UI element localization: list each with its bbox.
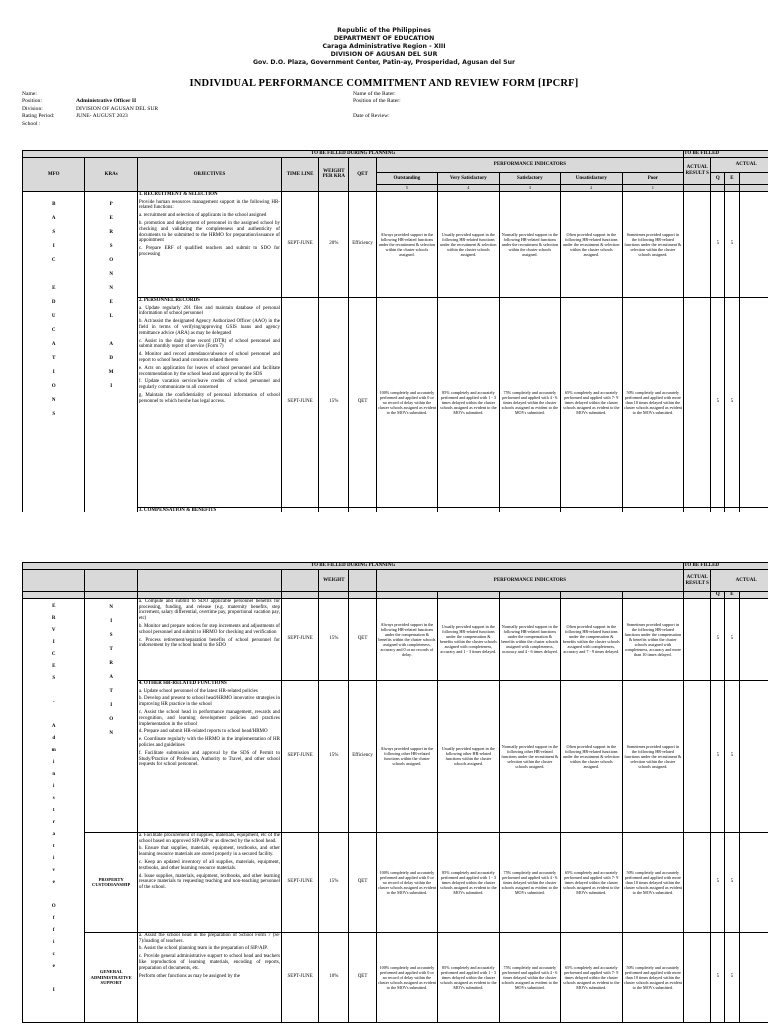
- ind-num: 1: [622, 185, 684, 192]
- vertical-letter: R: [51, 615, 56, 621]
- qet-cell: Efficiency: [349, 680, 376, 832]
- col-weight: WEIGHT: [319, 570, 349, 592]
- q-value: 5: [711, 598, 725, 680]
- vertical-letter: I: [52, 987, 55, 993]
- kra-administration: [85, 598, 137, 832]
- kra-property-custodianship: PROPERTY CUSTODIANSHIP: [85, 832, 137, 932]
- vertical-letter: e: [52, 879, 55, 885]
- vertical-letter: A: [51, 215, 56, 221]
- vertical-letter: S: [52, 229, 56, 235]
- vertical-letter: O: [109, 716, 114, 722]
- q-value: 5: [711, 297, 725, 507]
- info-left: [22, 91, 158, 128]
- rating-value: JUNE- AUGUST 2023: [76, 113, 128, 119]
- indicator-cell: Sometimes provided support in the following HR-related functions under the recruitment & selection within the cluster schools assigned.: [622, 191, 684, 297]
- vertical-letter: a: [52, 831, 55, 837]
- indicator-cell: 50% completely and accurately performed and applied with more than 10 times delayed within the cluster schools assigned as evident to the MOVs submitted.: [622, 932, 684, 1022]
- indicator-cell: Normally provided support in the following HR-related functions under the compensation & benefits within the cluster schools assigned with completeness, accuracy and 4 - 6 times delayed.: [499, 598, 560, 680]
- objective-item: Provide human resources management support in the following HR-related functions:: [138, 199, 280, 211]
- vertical-letter: S: [109, 632, 113, 638]
- objective-item: e. Acts on application for leaves of school personnel and facilitate recommendation by the school head and approval by the SDS: [138, 365, 280, 377]
- header-deped: DEPARTMENT OF EDUCATION: [333, 35, 435, 42]
- school-label: School :: [22, 121, 41, 127]
- col-actual: ACTUAL: [711, 570, 768, 592]
- indicator-cell: Always provided support in the following other HR-related functions within the cluster schools assigned.: [376, 680, 437, 832]
- objectives-cell: [137, 297, 281, 507]
- e-value: 5: [725, 598, 739, 680]
- rater-name-label: Name of the Rater:: [353, 91, 396, 97]
- vertical-letter: N: [109, 285, 113, 291]
- vertical-letter: T: [109, 688, 113, 694]
- indicator-cell: 75% completely and accurately performed and applied with 4 - 6 times delayed within the cluster schools assigned as evident to the MOVs submitted.: [499, 932, 560, 1022]
- col-q: Q: [711, 173, 725, 185]
- objective-item: a. Update regularly 201 files and maintain database of personal information of school personnel: [138, 305, 280, 317]
- col-timeline: TIME LINE: [281, 158, 318, 192]
- band-planning: TO BE FILLED DURING PLANNING: [23, 563, 684, 570]
- ind-num: 4: [438, 185, 499, 192]
- vertical-letter: A: [51, 341, 56, 347]
- q-value: 5: [711, 680, 725, 832]
- objective-section-title: 1. RECRUITMENT & SELECTION: [138, 191, 218, 197]
- ind-unsatisfactory: Unsatisfactory: [561, 173, 622, 185]
- objective-item: Perform other functions as may be assigned by the: [138, 973, 240, 979]
- table-row: [23, 832, 768, 932]
- vertical-letter: S: [52, 675, 56, 681]
- indicator-cell: 85% completely and accurately performed and applied with 1 - 3 times delayed within the cluster schools assigned as evident to the MOVs submitted.: [438, 832, 499, 932]
- indicator-cell: Always provided support in the following HR-related functions under the recruitment & selection within the cluster schools assigned.: [376, 191, 437, 297]
- vertical-letter: I: [110, 383, 113, 389]
- weight-cell: 15%: [319, 297, 349, 507]
- col-q: Q: [711, 592, 725, 599]
- header-address: Gov. D.O. Plaza, Government Center, Patin-ay, Prosperidad, Agusan del Sur: [252, 59, 516, 66]
- vertical-letter: C: [51, 327, 56, 333]
- vertical-letter: [85, 324, 136, 338]
- vertical-letter: S: [109, 243, 113, 249]
- band-planning: TO BE FILLED DURING PLANNING: [23, 151, 684, 158]
- info-right: [353, 91, 401, 120]
- vertical-letter: [23, 685, 84, 697]
- ind-very-satisfactory: Very Satisfactory: [438, 173, 499, 185]
- col-qet: QET: [349, 158, 376, 192]
- vertical-letter: [23, 889, 84, 901]
- vertical-letter: O: [51, 903, 56, 909]
- objective-item: d. Monitor and record attendance/absence of school personnel and report to school head and concerns related thereto: [138, 352, 280, 363]
- indicator-cell: Sometimes provided support in the following HR-related functions under the recruitment & selection within the cluster schools assigned.: [622, 680, 684, 832]
- objective-item: d. Prepare and submit HR-related reports to school head/HRMO: [138, 729, 268, 735]
- vertical-letter: I: [52, 369, 55, 375]
- objective-item: f. Update vacation service/leave credits of school personnel and regularly communicate to all concerned: [138, 379, 280, 391]
- objective-item: a. Update school personnel of the latest HR-related policies: [138, 688, 258, 694]
- indicator-cell: Often provided support in the following HR-related functions under the compensation & benefits within the cluster schools assigned with completeness, accuracy and 7 - 9 times delayed.: [561, 598, 622, 680]
- vertical-letter: T: [109, 646, 113, 652]
- vertical-letter: T: [52, 355, 56, 361]
- name-label: Name:: [22, 91, 37, 97]
- q-value: 5: [711, 191, 725, 297]
- objective-item: e. Coordinate regularly with the HRMO in the implementation of HR policies and guidelines: [138, 737, 280, 748]
- band-right: TO BE FILLED: [684, 563, 768, 570]
- qet-cell: QET: [349, 932, 376, 1022]
- ipcrf-table-2: [22, 562, 768, 1024]
- ind-num: 2: [561, 185, 622, 192]
- objective-item: c. Prepare ERF of qualified teachers and submit to SDO for processing: [138, 246, 280, 257]
- indicator-cell: Usually provided support in the following HR-related functions under the compensation & benefits within the cluster schools assigned with completeness, accuracy and 1 - 3 times delayed.: [438, 598, 499, 680]
- weight-cell: 10%: [319, 932, 349, 1022]
- indicator-cell: 85% completely and accurately performed and applied with 1 - 3 times delayed within the cluster schools assigned as evident to the MOVs submitted.: [438, 932, 499, 1022]
- e-value: 5: [725, 680, 739, 832]
- ipcrf-table-1: [22, 150, 768, 512]
- objectives-cell: [137, 832, 281, 932]
- qet-cell: QET: [349, 832, 376, 932]
- table-row: [23, 932, 768, 1022]
- indicator-cell: 65% completely and accurately performed and applied with 7- 9 times delayed within the cluster schools assigned as evident to the MOVs submitted.: [561, 297, 622, 507]
- ind-num: 5: [376, 185, 437, 192]
- vertical-letter: s: [52, 795, 55, 801]
- col-weight: WEIGHT PER KRA: [319, 158, 349, 192]
- vertical-letter: f: [52, 915, 55, 921]
- kra-general-admin-support: GENERAL ADMINISTRATIVE SUPPORT: [85, 932, 137, 1022]
- vertical-letter: C: [51, 257, 56, 263]
- division-value: DIVISION OF AGUSAN DEL SUR: [76, 106, 159, 112]
- vertical-letter: B: [52, 201, 56, 207]
- objectives-cell: [137, 598, 281, 680]
- vertical-letter: N: [109, 730, 113, 736]
- indicator-cell: 100% completely and accurately performed and applied with 0 or no record of delay within the cluster schools assigned as evident to the MOVs submitted.: [376, 297, 437, 507]
- review-date-label: Date of Review:: [353, 113, 390, 119]
- objectives-cell: [137, 680, 281, 832]
- objective-item: c. Process retirement/separation benefits of school personnel for indorsement by the school head to the SDO: [138, 637, 280, 649]
- objective-item: c. Provide general administrative support to school head and teachers like reproduction of learning materials, encoding of reports, preparation of documents, etc.: [138, 954, 280, 971]
- col-objectives: OBJECTIVES: [137, 158, 281, 192]
- col-e: E: [725, 592, 739, 599]
- indicator-cell: 85% completely and accurately performed and applied with 1 - 3 times delayed within the cluster schools assigned as evident to the MOVs submitted.: [438, 297, 499, 507]
- e-value: 5: [725, 191, 739, 297]
- vertical-letter: i: [53, 855, 55, 861]
- vertical-letter: v: [52, 867, 55, 873]
- rater-position-label: Position of the Rater:: [353, 98, 401, 104]
- indicator-cell: Usually provided support in the following HR-related functions under the recruitment & selection within the cluster schools assigned.: [438, 191, 499, 297]
- timeline-cell: SEPT-JUNE: [281, 680, 318, 832]
- e-value: 5: [725, 832, 739, 932]
- vertical-letter: I: [110, 702, 113, 708]
- band-right: TO BE FILLED: [684, 151, 768, 158]
- vertical-letter: -: [52, 699, 55, 705]
- vertical-letter: N: [109, 604, 113, 610]
- objective-section-title: 4. OTHER HR-RELATED FUNCTIONS: [138, 680, 227, 686]
- ind-poor: Poor: [622, 173, 684, 185]
- weight-cell: 15%: [319, 832, 349, 932]
- col-actual-results: ACTUAL RESULT S: [684, 158, 711, 185]
- objective-item: b. Act/assist the designated Agency Authorized Officer (AAO) in the field in terms of verifying/approving GSIS loans and agency remittance advice (ARA) as may be delegated: [138, 319, 280, 336]
- kra-personnel-admin: [85, 191, 137, 512]
- header-republic: Republic of the Philippines: [337, 27, 431, 34]
- table-row: [23, 598, 768, 680]
- vertical-letter: R: [109, 229, 113, 235]
- vertical-letter: f: [52, 927, 55, 933]
- vertical-letter: D: [51, 299, 56, 305]
- position-value: Administrative Officer II: [76, 98, 137, 104]
- indicator-cell: 100% completely and accurately performed and applied with 0 or no record of delay within the cluster schools assigned as evident to the MOVs submitted.: [376, 932, 437, 1022]
- vertical-letter: N: [51, 397, 56, 403]
- indicator-cell: Normally provided support in the following HR-related functions under the recruitment & selection within the cluster schools assigned.: [499, 191, 560, 297]
- header-region: Caraga Administrative Region - XIII: [322, 43, 446, 50]
- vertical-letter: [23, 973, 84, 985]
- vertical-letter: V: [51, 627, 56, 633]
- objective-item: b. Assist the school planning team in the preparation of SIP/AIP.: [138, 946, 268, 952]
- weight-cell: 20%: [319, 191, 349, 297]
- objective-item: c. Keep an updated inventory of all supplies, materials, equipment, textbooks, and other learning resource materials.: [138, 859, 280, 871]
- indicator-cell: Sometimes provided support in the following HR-related functions under the compensation & benefits within the cluster schools assigned with completeness, accuracy and more than 10 times delayed.: [622, 598, 684, 680]
- timeline-cell: SEPT-JUNE: [281, 191, 318, 297]
- mfo-admin-services: [23, 598, 85, 1022]
- vertical-letter: C: [51, 651, 56, 657]
- objective-item: b. Develop and present to school head/HRMO innovative strategies in improving HR practice in the school: [138, 696, 280, 708]
- vertical-letter: E: [52, 663, 56, 669]
- col-performance-indicators: PERFORMANCE INDICATORS: [376, 570, 683, 592]
- ind-outstanding: Outstanding: [376, 173, 437, 185]
- vertical-letter: P: [109, 201, 113, 207]
- indicator-cell: 50% completely and accurately performed and applied with more than 10 times delayed within the cluster schools assigned as evident to the MOVs submitted.: [622, 832, 684, 932]
- form-title: INDIVIDUAL PERFORMANCE COMMITMENT AND REVIEW FORM [IPCRF]: [189, 78, 579, 89]
- timeline-cell: SEPT-JUNE: [281, 598, 318, 680]
- vertical-letter: i: [53, 939, 55, 945]
- objective-item: a. recruitment and selection of applicants in the school assigned: [138, 213, 267, 219]
- indicator-cell: 65% completely and accurately performed and applied with 7- 9 times delayed within the cluster schools assigned as evident to the MOVs submitted.: [561, 832, 622, 932]
- objective-section-title: 2. PERSONNEL RECORDS: [138, 297, 200, 303]
- objective-item: b. promotion and deployment of personnel in the assigned school by checking and validating the completeness and authenticity of documents to be submitted to the HRMO for preparation/issuance of appointment: [138, 220, 280, 244]
- section-compensation: 3. COMPENSATION & BENEFITS: [137, 507, 281, 512]
- col-performance-indicators: PERFORMANCE INDICATORS: [376, 158, 683, 173]
- col-actual-results: ACTUAL RESULT S: [684, 570, 711, 592]
- vertical-letter: A: [51, 723, 56, 729]
- vertical-letter: i: [53, 759, 55, 765]
- vertical-letter: I: [110, 618, 113, 624]
- objectives-cell: [137, 932, 281, 1022]
- indicator-cell: 50% completely and accurately performed and applied with more than 10 times delayed within the cluster schools assigned as evident to the MOVs submitted.: [622, 297, 684, 507]
- vertical-letter: O: [51, 383, 56, 389]
- vertical-letter: E: [109, 215, 113, 221]
- vertical-letter: i: [53, 783, 55, 789]
- vertical-letter: A: [109, 341, 113, 347]
- vertical-letter: S: [52, 411, 56, 417]
- vertical-letter: D: [109, 355, 113, 361]
- e-value: 5: [725, 932, 739, 1022]
- objective-item: a. Assist the school head in the preparation of School Form 7 (SF 7)/loading of teachers.: [138, 932, 280, 944]
- vertical-letter: t: [52, 807, 55, 813]
- qet-cell: QET: [349, 598, 376, 680]
- q-value: 5: [711, 932, 725, 1022]
- qet-cell: QET: [349, 297, 376, 507]
- vertical-letter: d: [52, 735, 56, 741]
- qet-cell: Efficiency: [349, 191, 376, 297]
- vertical-letter: [23, 268, 84, 282]
- vertical-letter: E: [52, 285, 56, 291]
- vertical-letter: E: [109, 299, 113, 305]
- objective-item: g. Maintain the confidentiality of personal information of school personnel to which he/she has legal access.: [138, 392, 280, 404]
- rating-label: Rating Period:: [22, 113, 55, 119]
- indicator-cell: 75% completely and accurately performed and applied with 4 - 6 times delayed within the cluster schools assigned as evident to the MOVs submitted.: [499, 832, 560, 932]
- ind-satisfactory: Satisfactory: [499, 173, 560, 185]
- indicator-cell: Usually provided support in the following other HR-related functions within the cluster schools assigned.: [438, 680, 499, 832]
- col-mfo: MFO: [23, 158, 85, 192]
- vertical-letter: [23, 709, 84, 721]
- division-label: Division:: [22, 106, 43, 112]
- objective-item: a. Compute and submit to SDO applicable personnel benefits for processing, funding, and release (e.g. maternity benefits, step increment, salary differential, overtime pay, proportional vacation pay, etc): [138, 598, 280, 622]
- ind-num: 3: [499, 185, 560, 192]
- indicator-cell: 75% completely and accurately performed and applied with 4 - 6 times delayed within the cluster schools assigned as evident to the MOVs submitted.: [499, 297, 560, 507]
- vertical-letter: N: [109, 271, 113, 277]
- weight-cell: 15%: [319, 598, 349, 680]
- vertical-letter: r: [52, 819, 55, 825]
- timeline-cell: SEPT-JUNE: [281, 297, 318, 507]
- header-division: DIVISION OF AGUSAN DEL SUR: [330, 51, 438, 58]
- position-label: Position:: [22, 98, 42, 104]
- e-value: 5: [725, 297, 739, 507]
- indicator-cell: Often provided support in the following HR-related functions under the recruitment & selection within the cluster schools assigned.: [561, 680, 622, 832]
- vertical-letter: A: [109, 674, 113, 680]
- timeline-cell: SEPT-JUNE: [281, 932, 318, 1022]
- indicator-cell: Often provided support in the following HR-related functions under the recruitment & selection within the cluster schools assigned.: [561, 191, 622, 297]
- col-actual: ACTUAL: [711, 158, 768, 173]
- vertical-letter: I: [52, 243, 55, 249]
- vertical-letter: e: [52, 963, 55, 969]
- objective-item: c. Assist in the daily time record (DTR) of school personnel and submit monthly report of service (Form 7): [138, 338, 280, 350]
- indicator-cell: 65% completely and accurately performed and applied with 7- 9 times delayed within the cluster schools assigned as evident to the MOVs submitted.: [561, 932, 622, 1022]
- vertical-letter: L: [109, 313, 113, 319]
- col-kras: KRAs: [85, 158, 137, 192]
- indicator-cell: Always provided support in the following HR-related functions under the compensation & benefits within the cluster schools assigned with completeness, accuracy and 0 or no records of delay.: [376, 598, 437, 680]
- vertical-letter: M: [108, 369, 114, 375]
- q-value: 5: [711, 832, 725, 932]
- vertical-letter: U: [51, 313, 56, 319]
- vertical-letter: n: [52, 771, 56, 777]
- vertical-letter: m: [51, 747, 56, 753]
- indicator-cell: 100% completely and accurately performed and applied with 0 or no record of delay within the cluster schools assigned as evident to the MOVs submitted.: [376, 832, 437, 932]
- weight-cell: 15%: [319, 680, 349, 832]
- objective-item: c. Assist the school head in performance management, rewards and recognition, and learning development policies and practices implementation in the school: [138, 709, 280, 727]
- timeline-cell: SEPT-JUNE: [281, 832, 318, 932]
- objective-item: d. Issue supplies, materials, equipment, textbooks, and other learning resource materials to requesting teaching and non-teaching personnel of the school.: [138, 873, 280, 891]
- objective-item: b. Ensure that supplies, materials, equipment, textbooks, and other learning resource materials are stored properly in a secured facility.: [138, 846, 280, 858]
- vertical-letter: O: [109, 257, 114, 263]
- vertical-letter: R: [109, 660, 113, 666]
- table-row: [23, 191, 768, 297]
- vertical-letter: t: [52, 843, 55, 849]
- vertical-letter: E: [52, 603, 56, 609]
- mfo-basic-education: [23, 191, 85, 512]
- objective-item: b. Monitor and prepare notices for step increments and adjustments of school personnel and submit to HRMO for checking and verification: [138, 623, 280, 635]
- objective-item: a. Facilitate procurement of supplies, materials, equipment, etc of the school based on approved SIP/AIP or as directed by the school head.: [138, 832, 280, 844]
- objectives-cell: [137, 191, 281, 297]
- vertical-letter: I: [52, 639, 55, 645]
- col-e: E: [725, 173, 739, 185]
- vertical-letter: c: [52, 951, 55, 957]
- objective-item: f. Facilitate submission and approval by the SDS of Permit to Study/Practice of Profession, Authority to Travel, and other school requests for school personnel.: [138, 750, 280, 768]
- indicator-cell: Normally provided support in the following other HR-related functions under the recruitment & selection within the cluster schools assigned.: [499, 680, 560, 832]
